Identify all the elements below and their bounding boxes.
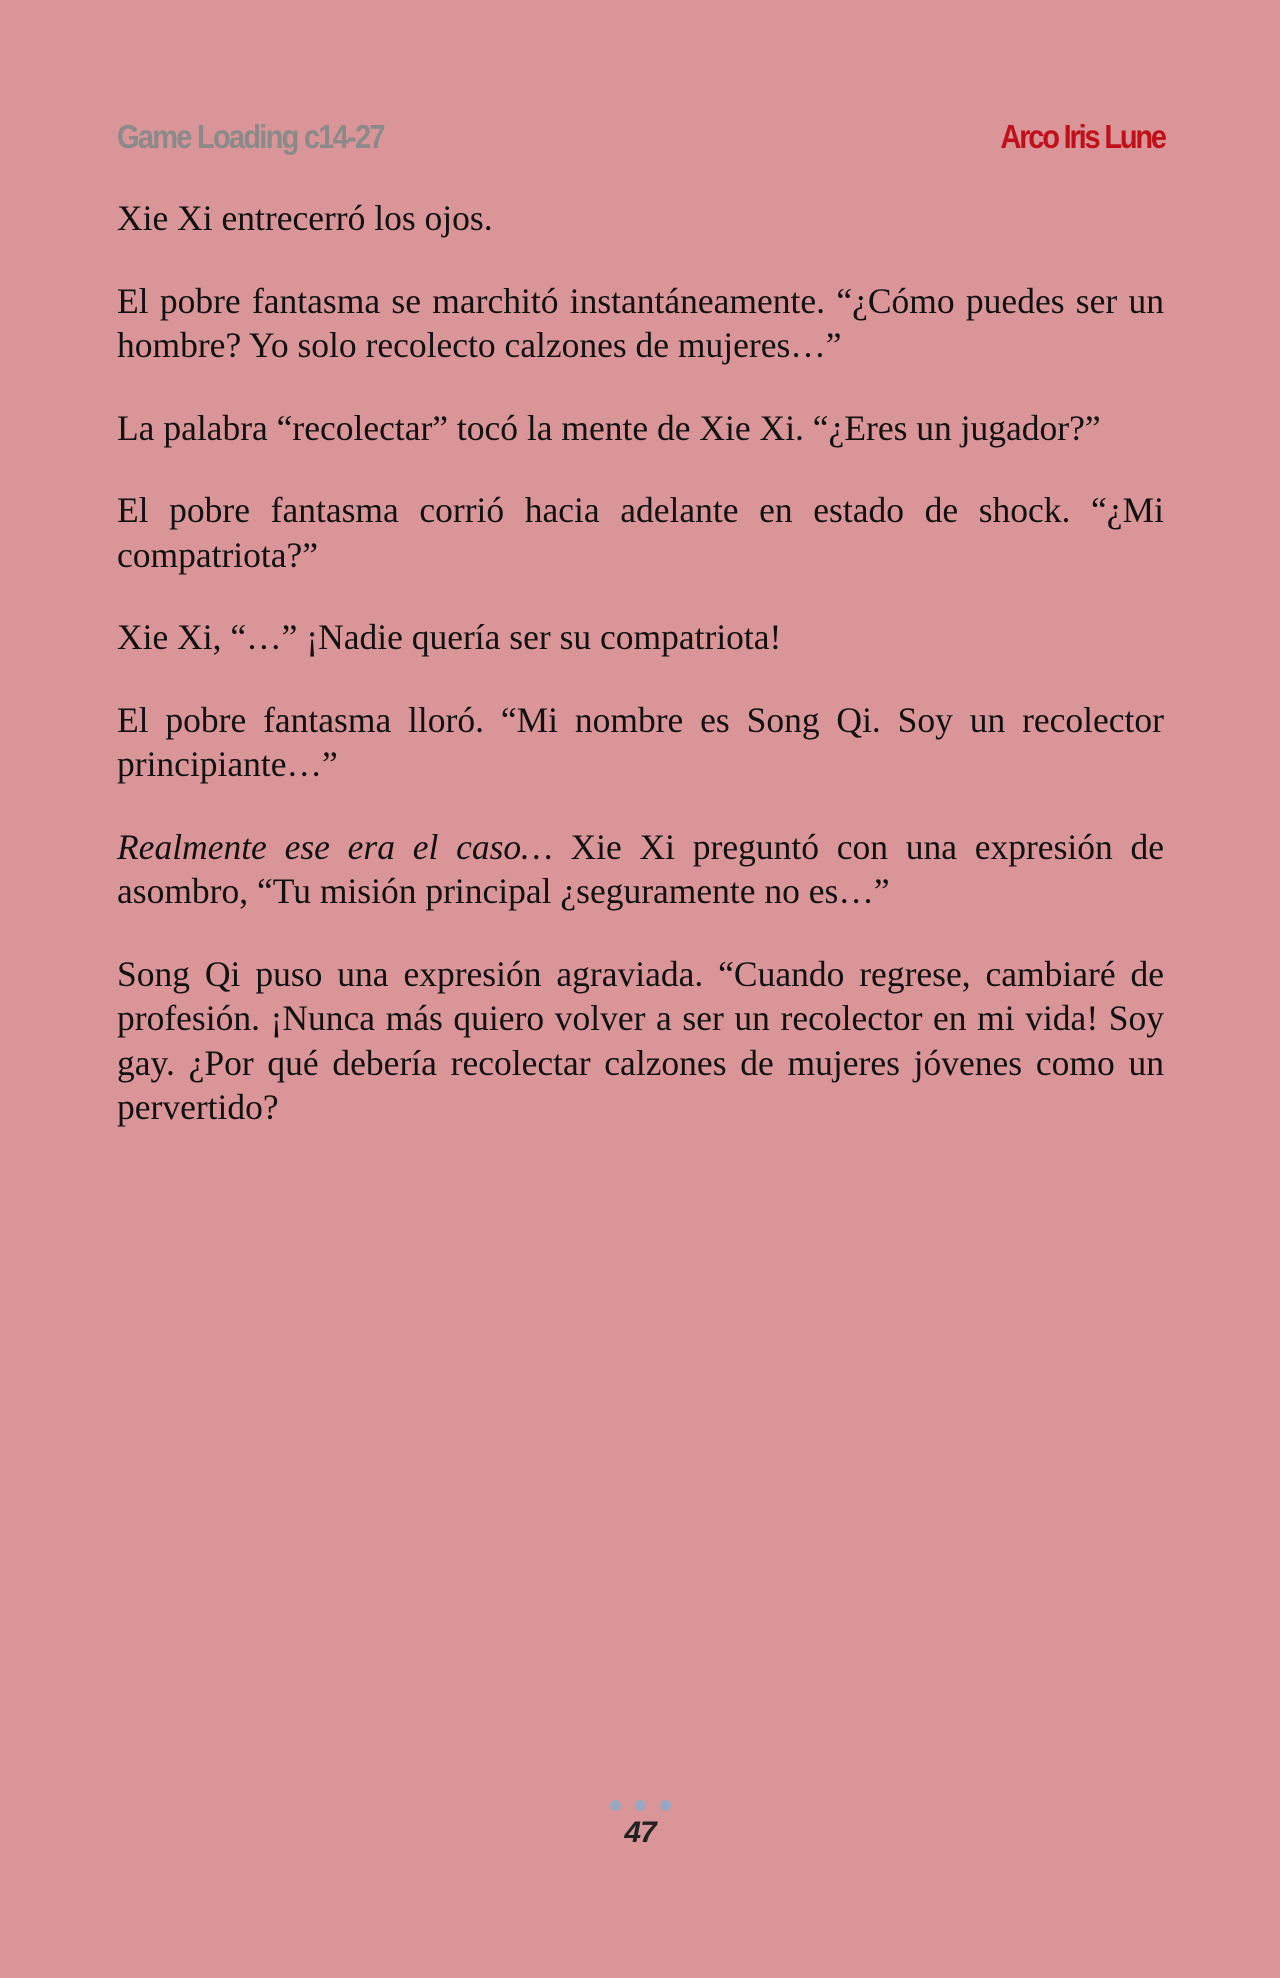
paragraph-3: La palabra “recolectar” tocó la mente de Xie Xi. “¿Eres un jugador?” [117,407,1101,448]
dot-icon [635,1800,646,1811]
paragraph-7: Realmente ese era el caso… Xie Xi preguntó con una expresión de asombro, “Tu misión principal ¿seguramente no es…” [117,826,1165,911]
paragraph-5: Xie Xi, “…” ¡Nadie quería ser su compatriota! [117,617,782,657]
page-number: 47 [624,1816,656,1849]
paragraph-1: Xie Xi entrecerró los ojos. [117,198,493,238]
translator-name: Arco Iris Lune [1000,118,1165,155]
page-header [117,118,1165,164]
dot-icon [610,1800,621,1811]
paragraph-6: El pobre fantasma lloró. “Mi nombre es Song Qi. Soy un recolector principiante…” [117,699,1164,784]
paragraph-4: El pobre fantasma corrió hacia adelante en estado de shock. “¿Mi compatriota?” [117,490,1164,575]
italic-thought: Realmente ese era el caso… [117,826,553,867]
paragraph-2: El pobre fantasma se marchitó instantáneamente. “¿Cómo puedes ser un hombre? Yo solo recolecto calzones de mujeres…” [117,280,1164,365]
paragraph-8: Song Qi puso una expresión agraviada. “Cuando regrese, cambiaré de profesión. ¡Nunca más quiero volver a ser un recolector en mi vida! Soy gay. ¿Por qué debería recolectar calzones de mujeres jóvenes como un pervertido? [117,953,1164,1127]
page-footer [0,1800,1280,1850]
chapter-text [117,196,1164,1168]
book-title: Game Loading c14-27 [117,118,384,155]
dot-icon [660,1800,671,1811]
decorative-dots [0,1800,1280,1814]
